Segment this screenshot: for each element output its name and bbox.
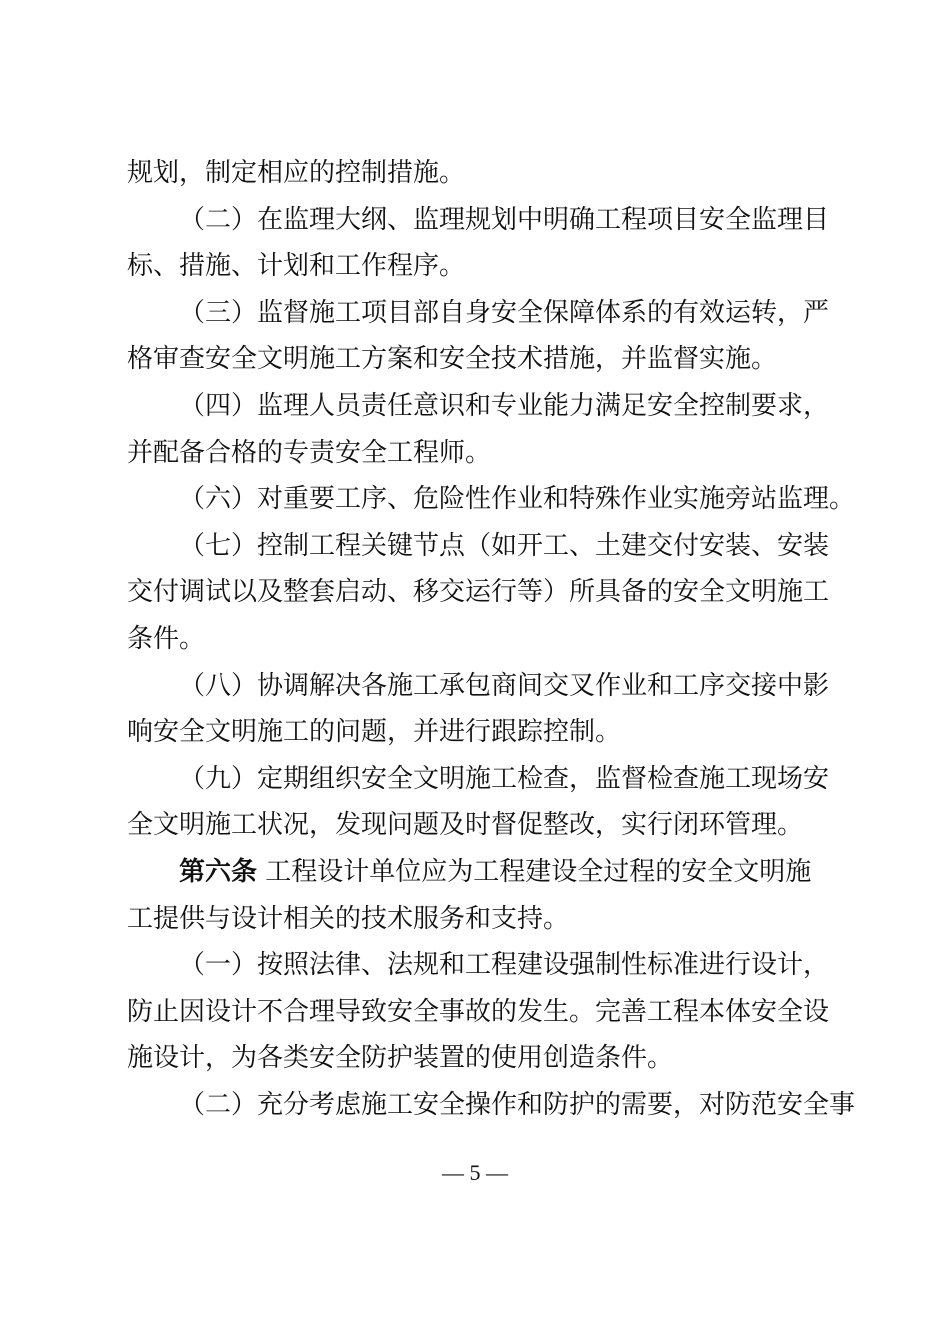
text-line-6: （四）监理人员责任意识和专业能力满足安全控制要求， bbox=[179, 390, 830, 421]
text-line-10: 交付调试以及整套启动、移交运行等）所具备的安全文明施工 bbox=[127, 577, 830, 608]
text-line-5: 格审查安全文明施工方案和安全技术措施，并监督实施。 bbox=[127, 344, 778, 375]
text-line-1: 规划，制定相应的控制措施。 bbox=[127, 158, 466, 188]
text-line-13: 响安全文明施工的问题，并进行跟踪控制。 bbox=[127, 717, 622, 748]
text-line-15: 全文明施工状况，发现问题及时督促整改，实行闭环管理。 bbox=[127, 810, 804, 841]
text-line-18: （一）按照法律、法规和工程建设强制性标准进行设计， bbox=[179, 950, 830, 981]
article-number: 第六条 bbox=[179, 856, 258, 887]
body-text bbox=[127, 150, 856, 1128]
text-line-8: （六）对重要工序、危险性作业和特殊作业实施旁站监理。 bbox=[179, 484, 856, 515]
text-line-9: （七）控制工程关键节点（如开工、土建交付安装、安装 bbox=[179, 530, 830, 561]
text-line-14: （九）定期组织安全文明施工检查，监督检查施工现场安 bbox=[179, 763, 830, 794]
text-line-3: 标、措施、计划和工作程序。 bbox=[127, 251, 466, 282]
text-line-20: 施设计，为各类安全防护装置的使用创造条件。 bbox=[127, 1043, 674, 1074]
text-line-12: （八）协调解决各施工承包商间交叉作业和工序交接中影 bbox=[179, 670, 830, 701]
article-heading-line bbox=[127, 849, 827, 896]
text-line-21: （二）充分考虑施工安全操作和防护的需要，对防范安全事 bbox=[179, 1089, 856, 1120]
text-line-17: 工提供与设计相关的技术服务和支持。 bbox=[127, 903, 570, 934]
text-line-7: 并配备合格的专责安全工程师。 bbox=[127, 437, 492, 468]
page-number: — 5 — bbox=[442, 1160, 508, 1185]
text-line-4: （三）监督施工项目部自身安全保障体系的有效运转，严 bbox=[179, 297, 830, 328]
text-line-11: 条件。 bbox=[127, 623, 206, 654]
text-line-19: 防止因设计不合理导致安全事故的发生。完善工程本体安全设 bbox=[127, 996, 830, 1027]
article-text: 工程设计单位应为工程建设全过程的安全文明施 bbox=[257, 856, 812, 887]
text-line-2: （二）在监理大纲、监理规划中明确工程项目安全监理目 bbox=[179, 204, 830, 235]
